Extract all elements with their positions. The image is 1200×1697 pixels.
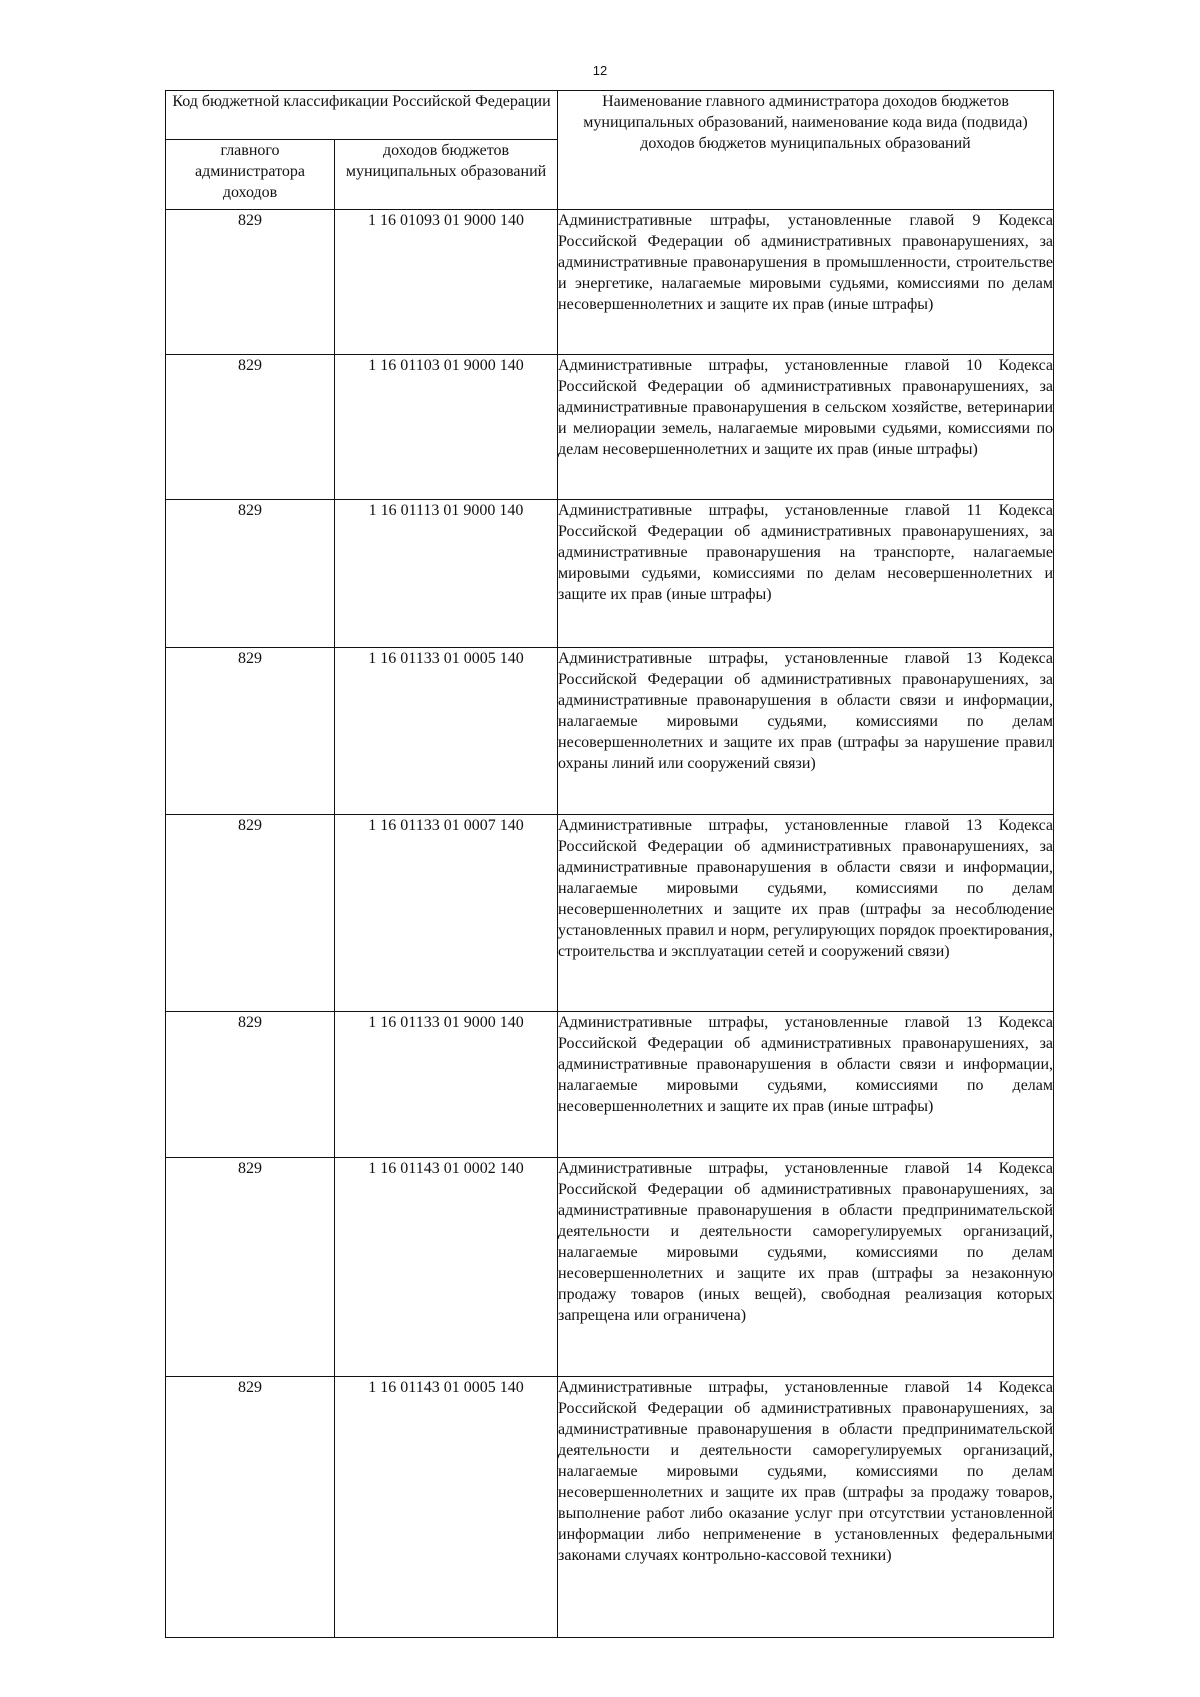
table-row xyxy=(166,355,1054,500)
admin-code-cell: 829 xyxy=(166,500,335,648)
income-code-cell: 1 16 01103 01 9000 140 xyxy=(335,355,558,500)
income-name-cell: Административные штрафы, установленные главой 10 Кодекса Российской Федерации об административных правонарушениях, за административные правонарушения в сельском хозяйстве, ветеринарии и мелиорации земель, налагаемые мировыми судьями, комиссиями по делам несовершеннолетних и защите их прав (иные штрафы) xyxy=(558,355,1054,500)
income-code-cell: 1 16 01133 01 9000 140 xyxy=(335,1012,558,1158)
income-code-cell: 1 16 01143 01 0002 140 xyxy=(335,1158,558,1377)
name-column-header: Наименование главного администратора доходов бюджетов муниципальных образований, наименование кода вида (подвида) доходов бюджетов муниципальных образований xyxy=(558,91,1054,210)
page-number: 12 xyxy=(592,63,608,78)
income-code-cell: 1 16 01143 01 0005 140 xyxy=(335,1377,558,1638)
income-code-cell: 1 16 01113 01 9000 140 xyxy=(335,500,558,648)
income-code-cell: 1 16 01093 01 9000 140 xyxy=(335,210,558,355)
table-row xyxy=(166,1012,1054,1158)
admin-code-cell: 829 xyxy=(166,1012,335,1158)
admin-code-cell: 829 xyxy=(166,355,335,500)
table-header xyxy=(166,91,1054,210)
admin-code-cell: 829 xyxy=(166,1377,335,1638)
income-name-cell: Административные штрафы, установленные главой 13 Кодекса Российской Федерации об административных правонарушениях, за административные правонарушения в области связи и информации, налагаемые мировыми судьями, комиссиями по делам несовершеннолетних и защите их прав (штрафы за несоблюдение установленных правил и норм, регулирующих порядок проектирования, строительства и эксплуатации сетей и сооружений связи) xyxy=(558,815,1054,1012)
table-row xyxy=(166,210,1054,355)
income-name-cell: Административные штрафы, установленные главой 9 Кодекса Российской Федерации об административных правонарушениях, за административные правонарушения в промышленности, строительстве и энергетике, налагаемые мировыми судьями, комиссиями по делам несовершеннолетних и защите их прав (иные штрафы) xyxy=(558,210,1054,355)
income-code-cell: 1 16 01133 01 0005 140 xyxy=(335,648,558,815)
table-row xyxy=(166,500,1054,648)
table-row xyxy=(166,648,1054,815)
admin-code-cell: 829 xyxy=(166,815,335,1012)
admin-code-cell: 829 xyxy=(166,210,335,355)
classification-code-header: Код бюджетной классификации Российской Федерации xyxy=(166,91,558,140)
admin-column-header: главного администратора доходов xyxy=(166,140,335,210)
budget-classification-table xyxy=(165,90,1054,1638)
income-name-cell: Административные штрафы, установленные главой 14 Кодекса Российской Федерации об административных правонарушениях, за административные правонарушения в области предпринимательской деятельности и деятельности саморегулируемых организаций, налагаемые мировыми судьями, комиссиями по делам несовершеннолетних и защите их прав (штрафы за продажу товаров, выполнение работ либо оказание услуг при отсутствии установленной информации либо неприменение в установленных федеральными законами случаях контрольно-кассовой техники) xyxy=(558,1377,1054,1638)
income-name-cell: Административные штрафы, установленные главой 13 Кодекса Российской Федерации об административных правонарушениях, за административные правонарушения в области связи и информации, налагаемые мировыми судьями, комиссиями по делам несовершеннолетних и защите их прав (иные штрафы) xyxy=(558,1012,1054,1158)
table-row xyxy=(166,815,1054,1012)
table-row xyxy=(166,1377,1054,1638)
income-name-cell: Административные штрафы, установленные главой 11 Кодекса Российской Федерации об административных правонарушениях, за административные правонарушения на транспорте, налагаемые мировыми судьями, комиссиями по делам несовершеннолетних и защите их прав (иные штрафы) xyxy=(558,500,1054,648)
income-code-column-header: доходов бюджетов муниципальных образований xyxy=(335,140,558,210)
income-name-cell: Административные штрафы, установленные главой 13 Кодекса Российской Федерации об административных правонарушениях, за административные правонарушения в области связи и информации, налагаемые мировыми судьями, комиссиями по делам несовершеннолетних и защите их прав (штрафы за нарушение правил охраны линий или сооружений связи) xyxy=(558,648,1054,815)
admin-code-cell: 829 xyxy=(166,1158,335,1377)
admin-code-cell: 829 xyxy=(166,648,335,815)
income-code-cell: 1 16 01133 01 0007 140 xyxy=(335,815,558,1012)
income-name-cell: Административные штрафы, установленные главой 14 Кодекса Российской Федерации об административных правонарушениях, за административные правонарушения в области предпринимательской деятельности и деятельности саморегулируемых организаций, налагаемые мировыми судьями, комиссиями по делам несовершеннолетних и защите их прав (штрафы за незаконную продажу товаров (иных вещей), свободная реализация которых запрещена или ограничена) xyxy=(558,1158,1054,1377)
table-row xyxy=(166,1158,1054,1377)
table-body xyxy=(166,210,1054,1638)
